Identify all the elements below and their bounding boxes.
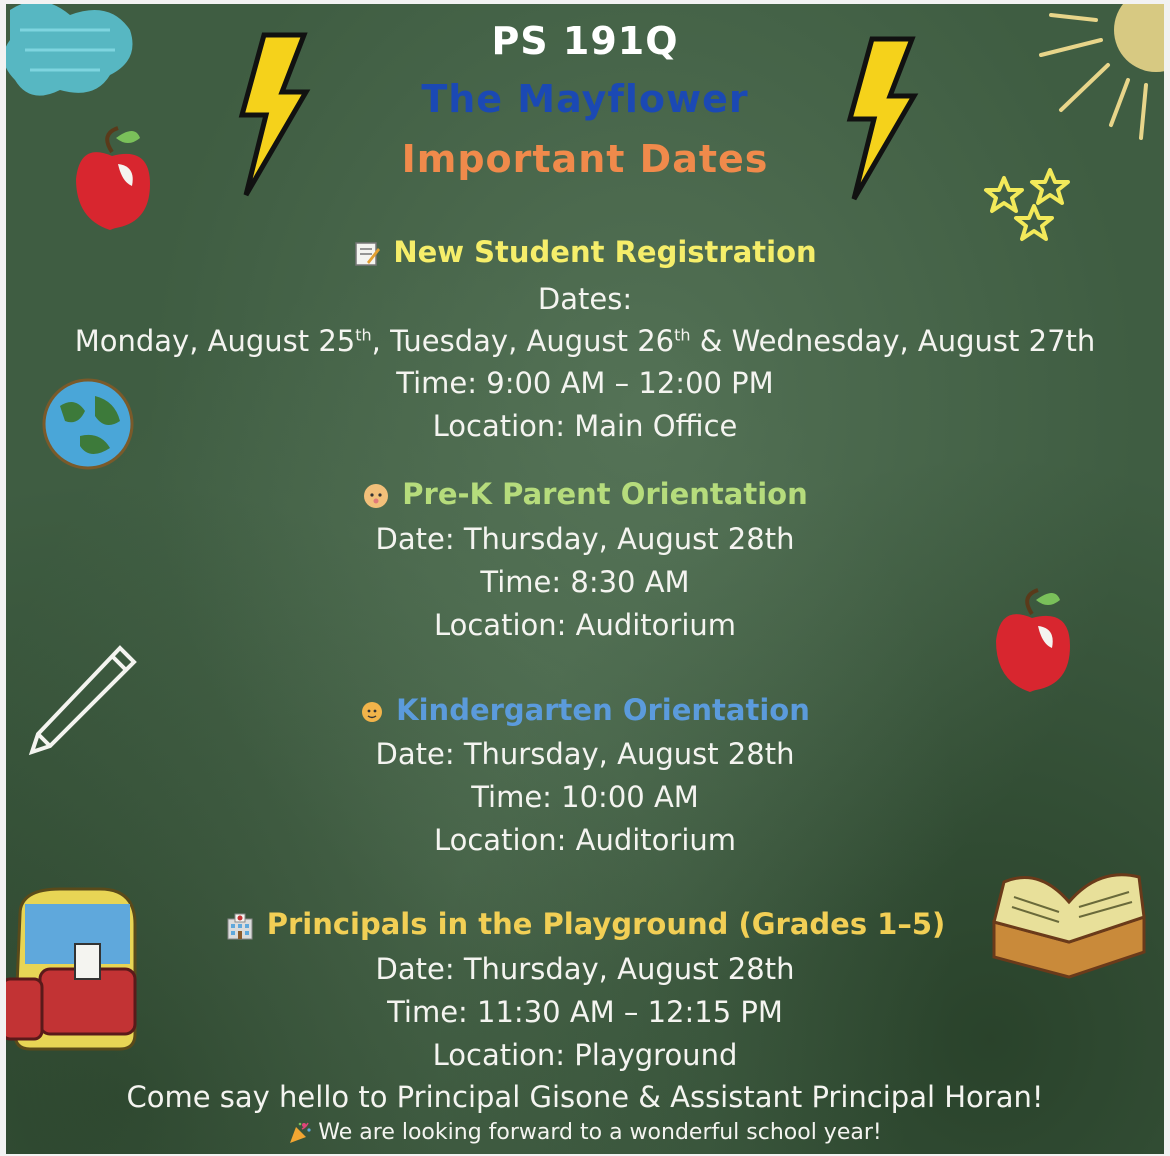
kinder-heading-text: Kindergarten Orientation — [396, 693, 810, 727]
school-icon — [225, 911, 255, 941]
playground-heading — [6, 904, 1164, 944]
prek-date: Date: Thursday, August 28th — [375, 522, 795, 556]
registration-time: Time: 9:00 AM – 12:00 PM — [396, 366, 774, 400]
page-subtitle: Important Dates — [401, 137, 769, 181]
school-title: PS 191Q — [491, 19, 679, 63]
registration-date-2: , Tuesday, August 26 — [371, 324, 675, 358]
registration-dates-label: Dates: — [537, 282, 633, 316]
playground-time: Time: 11:30 AM – 12:15 PM — [387, 995, 783, 1029]
playground-location: Location: Playground — [432, 1038, 738, 1072]
kinder-date: Date: Thursday, August 28th — [375, 737, 795, 771]
kinder-location: Location: Auditorium — [433, 823, 737, 857]
prek-heading — [6, 474, 1164, 514]
kinder-heading — [6, 690, 1164, 730]
playground-heading-text: Principals in the Playground (Grades 1–5) — [266, 907, 946, 941]
registration-location: Location: Main Office — [432, 409, 738, 443]
playground-note: Come say hello to Principal Gisone & Assistant Principal Horan! — [126, 1080, 1044, 1114]
registration-date-1-suffix: th — [355, 325, 372, 345]
chalkboard-background — [6, 4, 1164, 1154]
playground-date: Date: Thursday, August 28th — [375, 952, 795, 986]
registration-heading-text: New Student Registration — [393, 235, 817, 269]
party-popper-icon — [288, 1121, 312, 1145]
registration-date-2-suffix: th — [674, 325, 691, 345]
baby-icon — [362, 482, 390, 510]
footer-message — [6, 1118, 1164, 1148]
child-icon — [360, 700, 384, 724]
prek-heading-text: Pre-K Parent Orientation — [402, 477, 808, 511]
registration-date-3: & Wednesday, August 27th — [690, 324, 1096, 358]
prek-time: Time: 8:30 AM — [480, 565, 690, 599]
kinder-time: Time: 10:00 AM — [471, 780, 699, 814]
prek-location: Location: Auditorium — [433, 608, 737, 642]
school-name: The Mayflower — [421, 77, 749, 121]
registration-date-1: Monday, August 25 — [74, 324, 356, 358]
footer-message-text: We are looking forward to a wonderful school year! — [318, 1120, 882, 1145]
memo-icon — [353, 240, 381, 268]
registration-heading — [6, 232, 1164, 272]
registration-dates — [6, 320, 1164, 363]
